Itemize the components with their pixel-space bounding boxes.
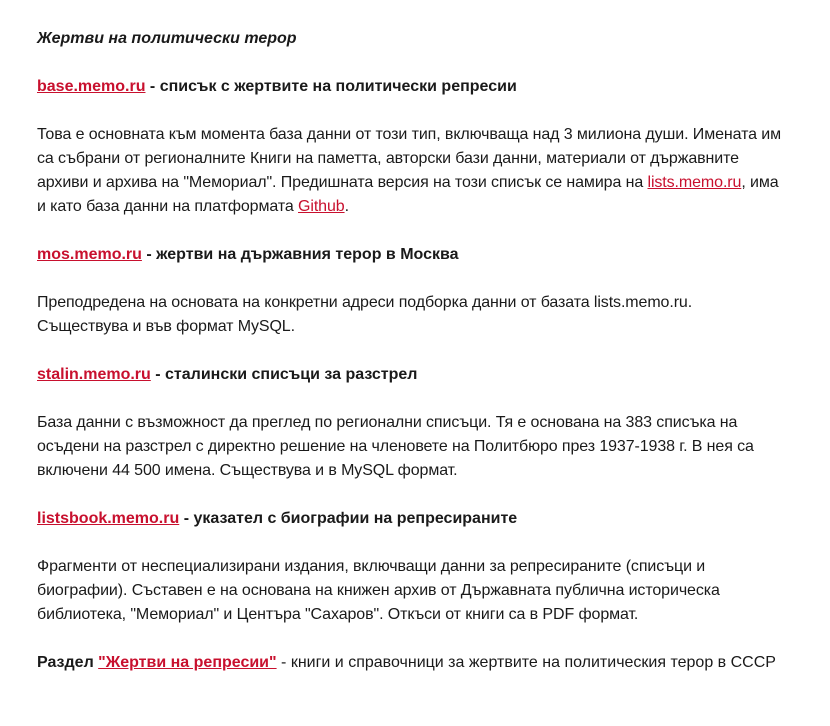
lists-memo-link[interactable]: lists.memo.ru	[647, 174, 742, 191]
base-memo-link[interactable]: base.memo.ru	[37, 78, 146, 95]
repression-victims-link[interactable]: "Жертви на репресии"	[98, 654, 277, 671]
section-title-text: - указател с биографии на репресираните	[179, 510, 518, 527]
section-title-text: - жертви на държавния терор в Москва	[141, 246, 459, 263]
desc-text: , има и като база данни на платформата	[37, 174, 779, 215]
section-title	[37, 507, 782, 531]
section-description	[37, 123, 782, 219]
desc-text: Това е основната към момента база данни от този тип, включваща над 3 милиона души. Имената им са събрани от регионалните Книги на паметта, авторски бази данни, материали от държавните архиви и архива на "Мемориал". Предишната версия на този списък се намира на	[37, 126, 782, 191]
final-rest-text: - книги и справочници за жертвите на политическия терор в СССР	[276, 654, 776, 671]
section-base-memo	[37, 75, 782, 219]
section-title	[37, 243, 782, 267]
content	[37, 27, 782, 675]
section-listsbook-memo	[37, 507, 782, 627]
stalin-memo-link[interactable]: stalin.memo.ru	[37, 366, 151, 383]
section-title	[37, 363, 782, 387]
section-description: База данни с възможност да преглед по регионални списъци. Тя е основана на 383 списъка на осъдени на разстрел с директно решение на членовете на Политбюро през 1937-1938 г. В нея са включени 44 500 имена. Съществува и в MySQL формат.	[37, 414, 754, 479]
github-link[interactable]: Github	[298, 198, 345, 215]
section-stalin-memo	[37, 363, 782, 483]
section-description: Фрагменти от неспециализирани издания, включващи данни за репресираните (списъци и биографии). Съставен е на основана на книжен архив от Държавната публична историческа библиотека, "Мемориал" и Центъра "Сахаров". Откъси от книги са в PDF формат.	[37, 558, 720, 623]
section-prefix: Раздел	[37, 654, 99, 671]
listsbook-memo-link[interactable]: listsbook.memo.ru	[37, 510, 180, 527]
desc-text: .	[344, 198, 349, 215]
section-description: Преподредена на основата на конкретни адреси подборка данни от базата lists.memo.ru. Съществува и във формат MySQL.	[37, 294, 693, 335]
section-title-text: - списък с жертвите на политически репресии	[145, 78, 517, 95]
section-title-text: - сталински списъци за разстрел	[150, 366, 418, 383]
mos-memo-link[interactable]: mos.memo.ru	[37, 246, 142, 263]
repression-victims-section-line	[37, 651, 782, 675]
section-mos-memo	[37, 243, 782, 339]
page-heading: Жертви на политически терор	[37, 30, 297, 47]
section-title	[37, 75, 782, 99]
